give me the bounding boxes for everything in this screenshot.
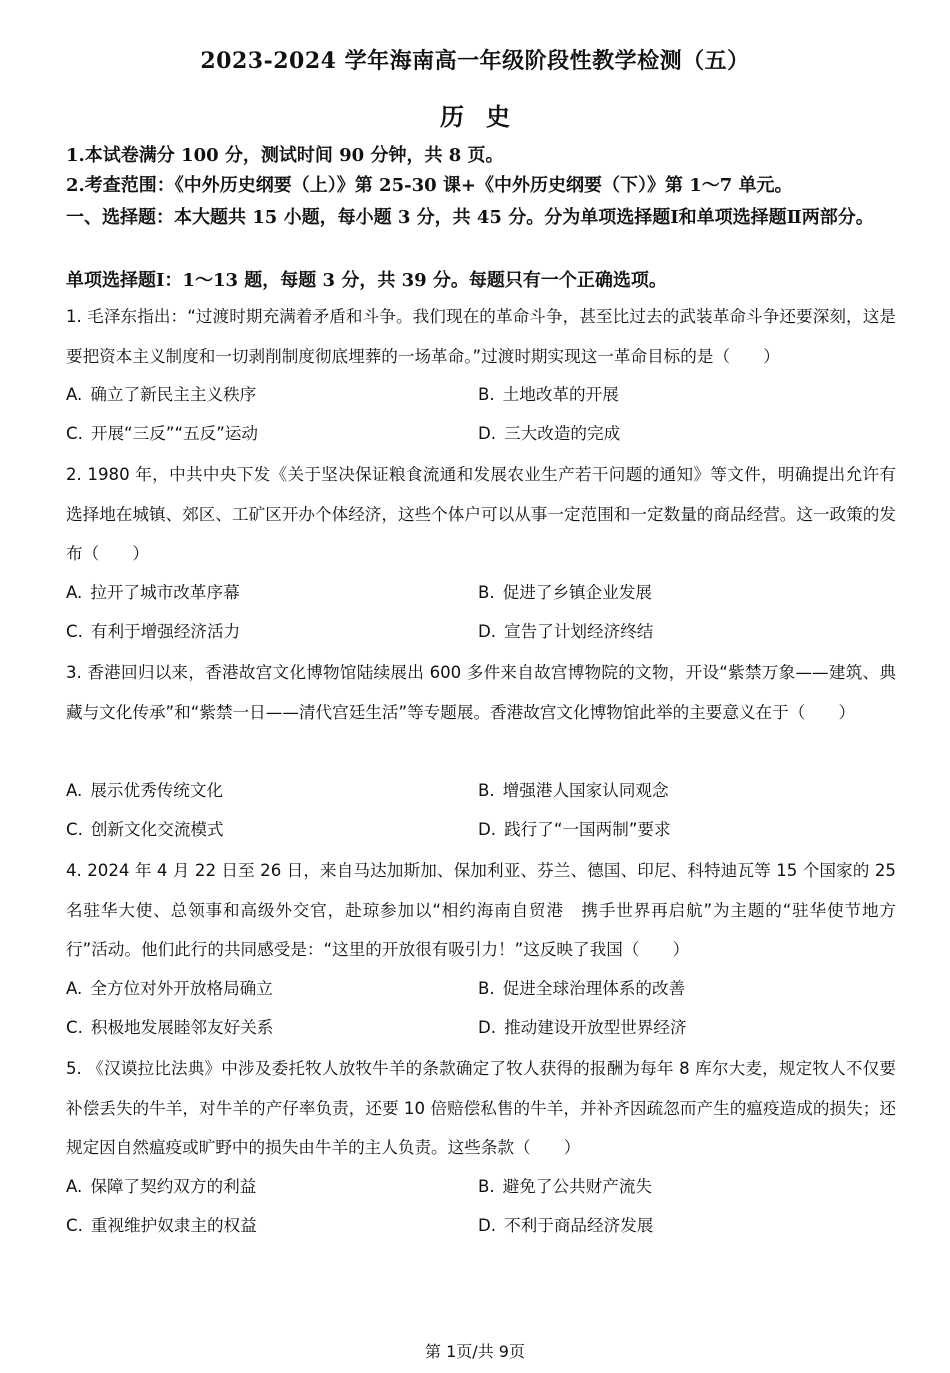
- question-1-option-b[interactable]: [478, 383, 619, 407]
- question-1-stem: 1. 毛泽东指出：“过渡时期充满着矛盾和斗争。我们现在的革命斗争，甚至比过去的武装革命斗争还要深刻，这是要把资本主义制度和一切剥削制度彻底埋葬的一场革命。”过渡时期实现这一革命目标的是（ ）: [66, 307, 896, 366]
- option-letter: A.: [66, 979, 83, 998]
- option-letter: C.: [66, 1018, 83, 1037]
- option-text: 开展“三反”“五反”运动: [90, 424, 259, 443]
- question-1-option-a[interactable]: [66, 383, 256, 407]
- question-4-option-a[interactable]: [66, 977, 273, 1001]
- page-number: 第 1页/共 9页: [425, 1342, 525, 1361]
- subject-title: 历史: [440, 102, 532, 131]
- option-text: 积极地发展睦邻友好关系: [90, 1018, 274, 1037]
- question-5-option-a[interactable]: [66, 1175, 256, 1199]
- option-text: 践行了“一国两制”要求: [504, 820, 671, 839]
- option-text: 三大改造的完成: [504, 424, 621, 443]
- section-heading: 一、选择题：本大题共 15 小题，每小题 3 分，共 45 分。分为单项选择题Ⅰ和单项选择题Ⅱ两部分。: [66, 207, 874, 228]
- option-letter: D.: [478, 622, 497, 641]
- option-text: 推动建设开放型世界经济: [504, 1018, 687, 1037]
- question-3-option-b[interactable]: [478, 779, 669, 803]
- question-2-option-d[interactable]: [478, 620, 653, 644]
- option-text: 增强港人国家认同观念: [502, 781, 669, 800]
- question-5-stem: 5. 《汉谟拉比法典》中涉及委托牧人放牧牛羊的条款确定了牧人获得的报酬为每年 8 库尔大麦，规定牧人不仅要补偿丢失的牛羊，对牛羊的产仔率负责，还要 10 倍赔偿私售的牛羊，并补齐因疏忽而产生的瘟疫造成的损失；还规定因自然瘟疫或旷野中的损失由牛羊的主人负责。这些条款（ ）: [66, 1059, 896, 1157]
- question-4-option-b[interactable]: [478, 977, 685, 1001]
- question-3-option-d[interactable]: [478, 818, 671, 842]
- option-letter: B.: [478, 781, 495, 800]
- option-text: 确立了新民主主义秩序: [90, 385, 257, 404]
- option-text: 不利于商品经济发展: [504, 1216, 654, 1235]
- question-5-option-d[interactable]: [478, 1214, 653, 1238]
- question-4-stem: 4. 2024 年 4 月 22 日至 26 日，来自马达加斯加、保加利亚、芬兰、德国、印尼、科特迪瓦等 15 个国家的 25 名驻华大使、总领事和高级外交官，赴琼参加以“相约海南自贸港 携手世界再启航”为主题的“驻华使节地方行”活动。他们此行的共同感受是：“这里的开放很有吸引力！”这反映了我国（ ）: [66, 861, 896, 959]
- question-3-stem: 3. 香港回归以来，香港故宫文化博物馆陆续展出 600 多件来自故宫博物院的文物，开设“紫禁万象——建筑、典藏与文化传承”和“紫禁一日——清代宫廷生活”等专题展。香港故宫文化博物馆此举的主要意义在于（ ）: [66, 663, 896, 722]
- question-5-option-c[interactable]: [66, 1214, 257, 1238]
- question-2-option-c[interactable]: [66, 620, 240, 644]
- option-letter: D.: [478, 820, 497, 839]
- option-text: 促进了乡镇企业发展: [502, 583, 653, 602]
- option-letter: A.: [66, 1177, 83, 1196]
- instruction-2: 2.考查范围：《中外历史纲要（上）》第 25-30 课+《中外历史纲要（下）》第 1～7 单元。: [66, 175, 793, 196]
- option-letter: B.: [478, 583, 495, 602]
- option-text: 宣告了计划经济终结: [504, 622, 654, 641]
- option-text: 全方位对外开放格局确立: [90, 979, 273, 998]
- question-3-option-c[interactable]: [66, 818, 224, 842]
- option-text: 土地改革的开展: [502, 385, 619, 404]
- option-text: 创新文化交流模式: [90, 820, 224, 839]
- instruction-1: 1.本试卷满分 100 分，测试时间 90 分钟，共 8 页。: [66, 145, 504, 166]
- question-2-option-b[interactable]: [478, 581, 652, 605]
- option-letter: C.: [66, 424, 83, 443]
- option-letter: D.: [478, 1018, 497, 1037]
- question-1-option-d[interactable]: [478, 422, 620, 446]
- question-1-option-c[interactable]: [66, 422, 258, 446]
- option-letter: A.: [66, 385, 83, 404]
- question-2-stem: 2. 1980 年，中共中央下发《关于坚决保证粮食流通和发展农业生产若干问题的通知》等文件，明确提出允许有选择地在城镇、郊区、工矿区开办个体经济，这些个体户可以从事一定范围和一定数量的商品经营。这一政策的发布（ ）: [66, 465, 896, 563]
- option-text: 促进全球治理体系的改善: [502, 979, 686, 998]
- question-4-option-c[interactable]: [66, 1016, 273, 1040]
- question-4-option-d[interactable]: [478, 1016, 687, 1040]
- question-5-option-b[interactable]: [478, 1175, 652, 1199]
- option-text: 重视维护奴隶主的权益: [90, 1216, 257, 1235]
- question-3-option-a[interactable]: [66, 779, 223, 803]
- option-letter: B.: [478, 1177, 495, 1196]
- option-letter: D.: [478, 424, 497, 443]
- option-letter: C.: [66, 820, 83, 839]
- option-text: 有利于增强经济活力: [90, 622, 241, 641]
- question-2-option-a[interactable]: [66, 581, 240, 605]
- option-letter: B.: [478, 385, 495, 404]
- option-letter: A.: [66, 583, 83, 602]
- option-letter: A.: [66, 781, 83, 800]
- option-text: 保障了契约双方的利益: [90, 1177, 257, 1196]
- option-text: 避免了公共财产流失: [502, 1177, 653, 1196]
- option-text: 拉开了城市改革序幕: [90, 583, 240, 602]
- section-subheading: 单项选择题Ⅰ：1～13 题，每题 3 分，共 39 分。每题只有一个正确选项。: [66, 270, 667, 291]
- option-letter: C.: [66, 1216, 83, 1235]
- exam-title: 2023-2024 学年海南高一年级阶段性教学检测（五）: [200, 48, 750, 74]
- option-letter: B.: [478, 979, 495, 998]
- option-letter: D.: [478, 1216, 497, 1235]
- option-letter: C.: [66, 622, 83, 641]
- option-text: 展示优秀传统文化: [90, 781, 224, 800]
